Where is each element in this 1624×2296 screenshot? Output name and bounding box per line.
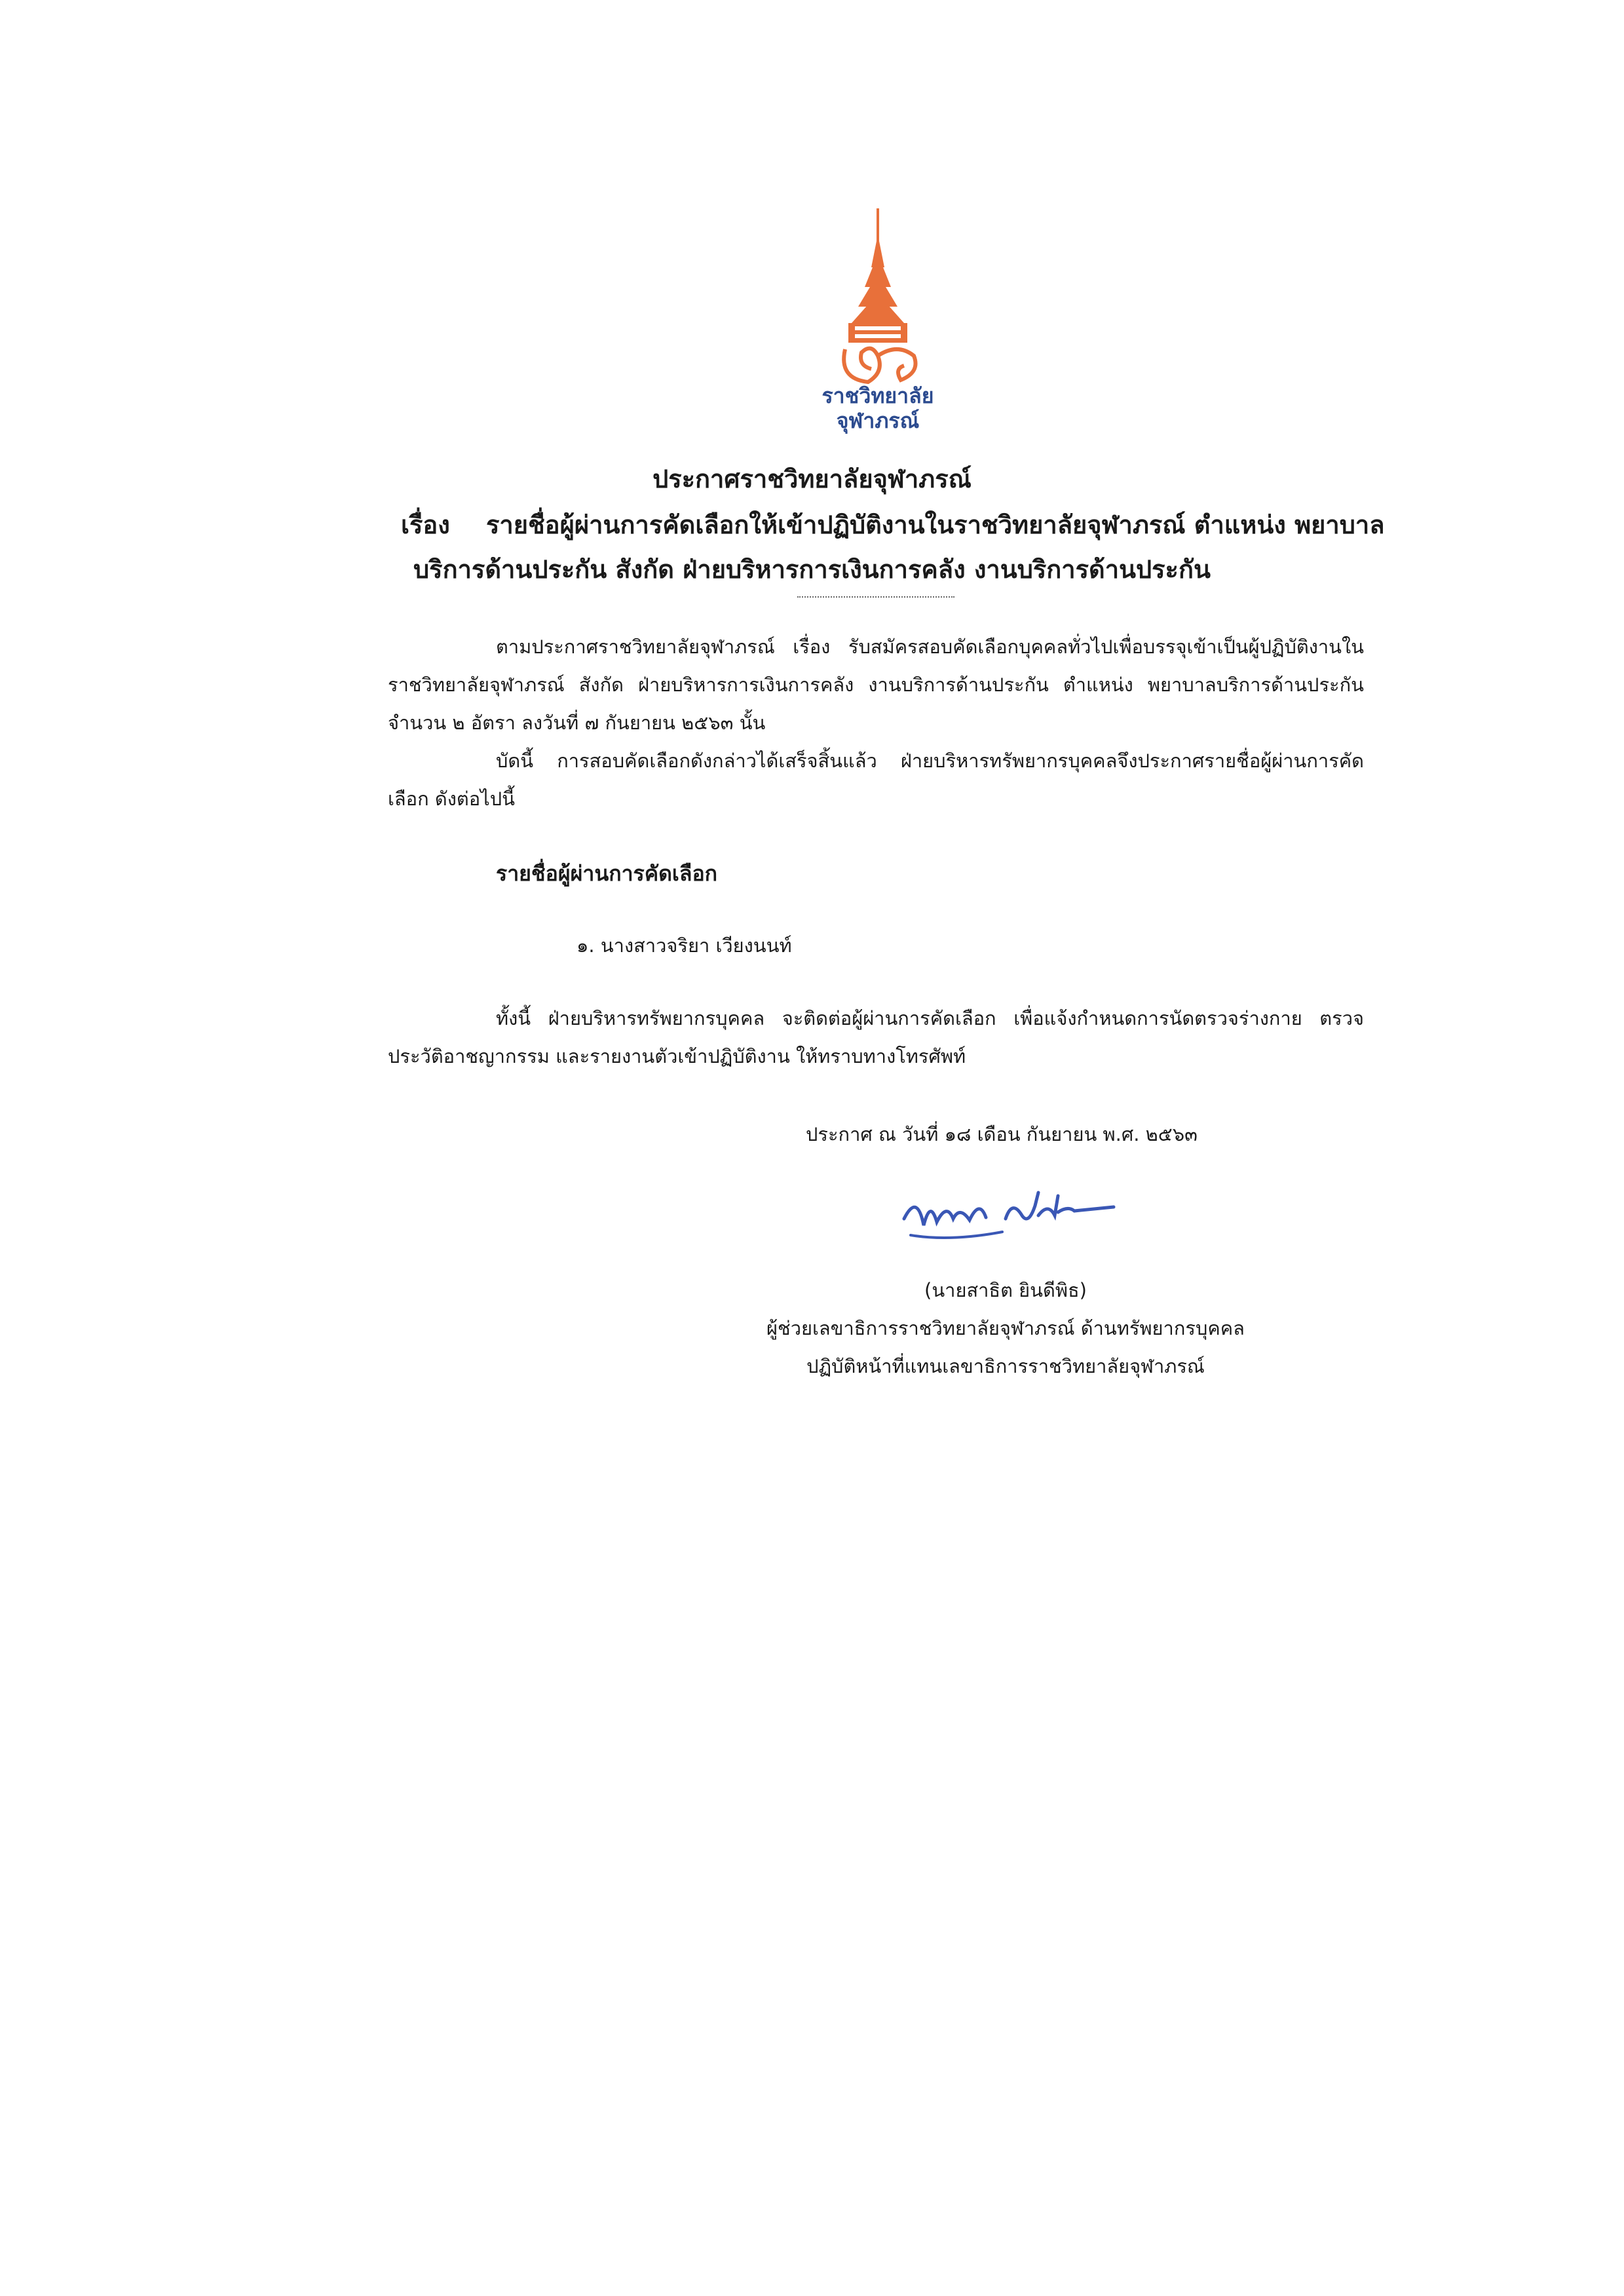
- logo-line2: จุฬาภรณ์: [836, 408, 920, 433]
- body-paragraph-1: ตามประกาศราชวิทยาลัยจุฬาภรณ์ เรื่อง รับสมัครสอบคัดเลือกบุคคลทั่วไปเพื่อบรรจุเข้าเป็นผู้ปฏิบัติงานในราชวิทยาลัยจุฬาภรณ์ สังกัด ฝ่ายบริหารการเงินการคลัง งานบริการด้านประกัน ตำแหน่ง พยาบาลบริการด้านประกัน จำนวน ๒ อัตรา ลงวันที่ ๗ กันยายน ๒๕๖๓ นั้น: [388, 636, 1364, 734]
- signatory-position-1: ผู้ช่วยเลขาธิการราชวิทยาลัยจุฬาภรณ์ ด้านทรัพยากรบุคคล: [766, 1317, 1245, 1339]
- signatory-position-2: ปฏิบัติหน้าที่แทนเลขาธิการราชวิทยาลัยจุฬาภรณ์: [806, 1355, 1205, 1377]
- body-paragraph-2: บัดนี้ การสอบคัดเลือกดังกล่าวได้เสร็จสิ้นแล้ว ฝ่ายบริหารทรัพยากรบุคคลจึงประกาศรายชื่อผู้ผ่านการคัดเลือก ดังต่อไปนี้: [388, 750, 1364, 810]
- subject-label: เรื่อง: [401, 510, 450, 539]
- signature-icon: [897, 1179, 1120, 1258]
- subject-line1: รายชื่อผู้ผ่านการคัดเลือกให้เข้าปฏิบัติงานในราชวิทยาลัยจุฬาภรณ์ ตำแหน่ง พยาบาล: [486, 510, 1385, 539]
- divider-dots: [797, 596, 954, 598]
- signatory-block: [740, 1271, 1271, 1385]
- passed-candidate-item: ๑. นางสาวจริยา เวียงนนท์: [576, 934, 792, 957]
- announce-date: ประกาศ ณ วันที่ ๑๘ เดือน กันยายน พ.ศ. ๒๕๖๓: [806, 1123, 1198, 1145]
- signatory-name: (นายสาธิต ยินดีพิธ): [924, 1279, 1087, 1301]
- logo-text: [796, 383, 960, 433]
- subject-line2: บริการด้านประกัน สังกัด ฝ่ายบริหารการเงินการคลัง งานบริการด้านประกัน: [413, 555, 1211, 584]
- body-paragraph-3: ทั้งนี้ ฝ่ายบริหารทรัพยากรบุคคล จะติดต่อผู้ผ่านการคัดเลือก เพื่อแจ้งกำหนดการนัดตรวจร่างกาย ตรวจประวัติอาชญากรรม และรายงานตัวเข้าปฏิบัติงาน ให้ทราบทางโทรศัพท์: [388, 1007, 1364, 1067]
- section-title: รายชื่อผู้ผ่านการคัดเลือก: [496, 861, 718, 886]
- announcement-title: ประกาศราชวิทยาลัยจุฬาภรณ์: [652, 465, 972, 493]
- logo-line1: ราชวิทยาลัย: [821, 383, 934, 408]
